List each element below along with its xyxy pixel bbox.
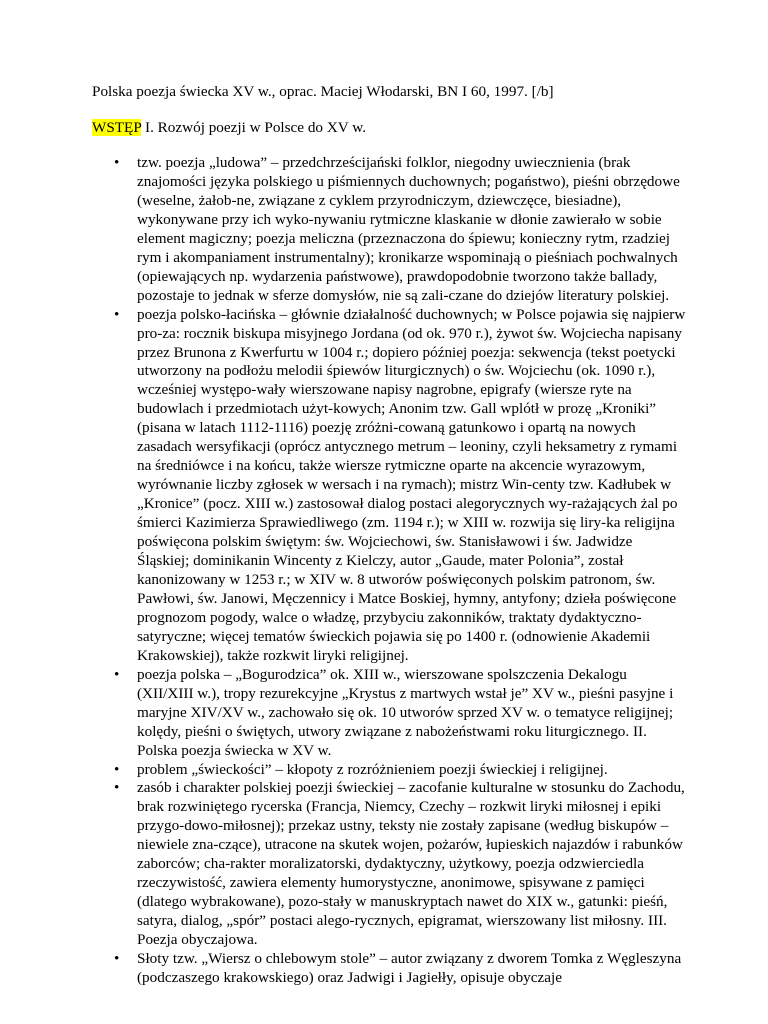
bullet-icon: •: [114, 154, 120, 171]
bullet-icon: •: [114, 950, 120, 968]
bullet-icon: •: [114, 779, 120, 797]
bullet-icon: •: [114, 760, 120, 778]
list-item-text: problem „świeckości” – kłopoty z rozróżnieniem poezji świeckiej i religijnej.: [137, 760, 608, 778]
list-item-text: Słoty tzw. „Wiersz o chlebowym stole” – autor związany z dworem Tomka z Węgleszyna (podczaszego krakowskiego) oraz Jadwigi i Jagiełły, opisuje obyczaje: [137, 950, 682, 986]
bullet-icon: •: [114, 305, 120, 323]
list-item: [92, 306, 686, 666]
list-item: [92, 761, 686, 780]
list-item: [92, 666, 686, 761]
list-item-text: poezja polsko-łacińska – głównie działalność duchownych; w Polsce pojawia się najpierw pro-za: rocznik biskupa misyjnego Jordana (od ok. 970 r.), żywot św. Wojciecha napisany przez Brunona z Kwerfurtu w 1004 r.; dopiero później poezja: sekwencja (tekst poetycki utworzony na podłożu melodii śpiewów liturgicznych) o św. Wojciechu (ok. 1090 r.), wcześniej występo-wały wierszowane napisy nagrobne, epigrafy (wiersze ryte na budowlach i przedmiotach użyt-kowych; Anonim tzw. Gall wplótł w prozę „Kroniki” (pisana w latach 1112-1116) poezję zróżni-cowaną gatunkowo i opartą na nowych zasadach wersyfikacji (oprócz antycznego metrum – leoniny, czyli heksametry z rymami na średniówce i na końcu, także wiersze rytmiczne oparte na akcencie wyrazowym, wyrównanie liczby zgłosek w wersach i na rymach); mistrz Win-centy tzw. Kadłubek w „Kronice” (pocz. XIII w.) zastosował dialog postaci alegorycznych wy-rażających żal po śmierci Kazimierza Sprawiedliwego (zm. 1194 r.); w XIII w. rozwija się liry-ka religijna poświęcona polskim świętym: św. Wojciechowi, św. Stanisławowi i św. Jadwidze Śląskiej; dominikanin Wincenty z Kielczy, autor „Gaude, mater Polonia”, został kanonizowany w 1253 r.; w XIV w. 8 utworów poświęconych polskim patronom, św. Pawłowi, św. Janowi, Męczennicy i Matce Boskiej, hymny, antyfony; dzieła poświęcone prognozom pogody, walce o władzę, przybyciu zakonników, traktaty dydaktyczno-satyryczne; więcej tematów świeckich pojawia się po 1400 r. (odnowienie Akademii Krakowskiej), także rozkwit liryki religijnej.: [137, 305, 686, 664]
list-item: [92, 154, 686, 306]
section-heading-text: I. Rozwój poezji w Polsce do XV w.: [141, 119, 367, 136]
section-heading: [92, 118, 686, 138]
list-item: [92, 779, 686, 950]
list-item-text: zasób i charakter polskiej poezji świeckiej – zacofanie kulturalne w stosunku do Zachodu, brak rozwiniętego rycerska (Francja, Niemcy, Czechy – rozkwit liryki miłosnej i epiki przygo-dowo-miłosnej); przekaz ustny, teksty nie zostały zapisane (według biskupów – niewiele zna-czące), utracone na skutek wojen, pożarów, łupieskich najazdów i rabunków zaborców; cha-rakter moralizatorski, dydaktyczny, użytkowy, poezja odzwierciedla rzeczywistość, zawiera elementy humorystyczne, anonimowe, spisywane z pamięci (dlatego wybrakowane), pozo-stały w manuskryptach nawet do XIX w., gatunki: pieśń, satyra, dialog, „spór” postaci alego-rycznych, epigramat, wierszowany list miłosny. III. Poezja obyczajowa.: [137, 779, 685, 949]
list-item-text: poezja polska – „Bogurodzica” ok. XIII w., wierszowane spolszczenia Dekalogu (XII/XIII w.), tropy rezurekcyjne „Krystus z martwych wstał je” XV w., pieśni pasyjne i maryjne XIV/XV w., zachowało się ok. 10 utworów sprzed XV w. o tematyce religijnej; kolędy, pieśni o świętych, utwory związane z nabożeństwami roku liturgicznego. II. Polska poezja świecka w XV w.: [137, 665, 674, 759]
list-item-text: tzw. poezja „ludowa” – przedchrześcijański folklor, niegodny uwiecznienia (brak znajomości języka polskiego u piśmiennych duchownych; pogaństwo), pieśni obrzędowe (weselne, żałob-ne, związane z cyklem przyrodniczym, dziewczęce, biesiadne), wykonywane przy ich wyko-nywaniu rytmiczne klaskanie w dłonie zawierało w sobie element magiczny; poezja meliczna (przeznaczona do śpiewu; konieczny rytm, rzadziej rym i akompaniament instrumentalny); kronikarze wspominają o pieśniach pochwalnych (opiewających np. wydarzenia państwowe), prawdopodobnie tworzono także ballady, pozostaje to jednak w sferze domysłów, nie są zali-czane do dziejów literatury polskiej.: [137, 154, 680, 304]
document-title: Polska poezja świecka XV w., oprac. Maciej Włodarski, BN I 60, 1997. [/b]: [92, 83, 554, 100]
bullet-list: [92, 154, 686, 988]
highlighted-heading-word: WSTĘP: [92, 119, 142, 136]
list-item: [92, 950, 686, 988]
bullet-icon: •: [114, 665, 120, 683]
